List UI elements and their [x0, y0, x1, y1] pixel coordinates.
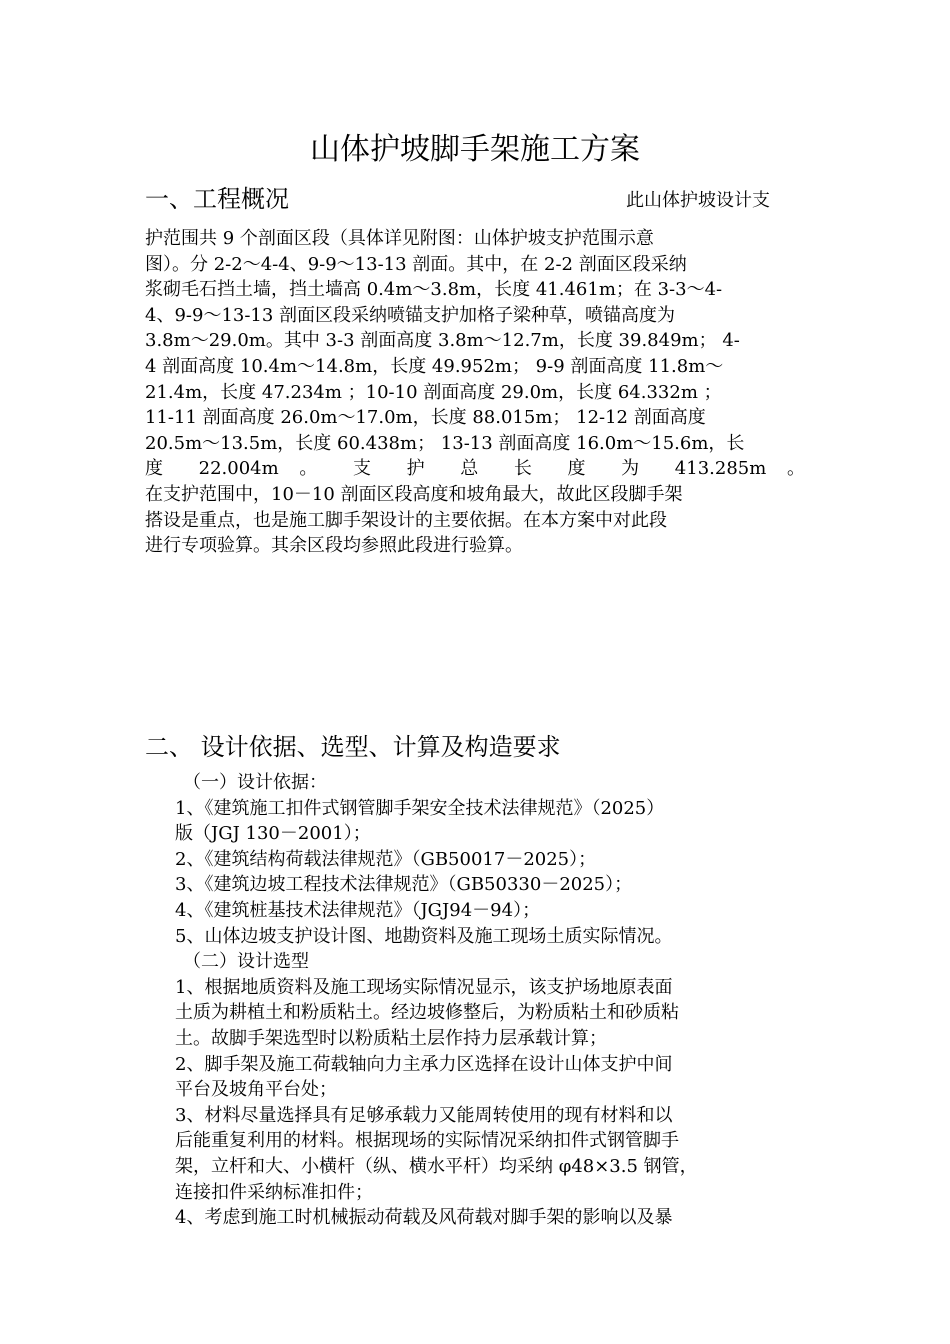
section1-body	[145, 226, 805, 559]
section1-line: 4、9-9～13-13 剖面区段采纳喷锚支护加格子梁种草，喷锚高度为	[145, 304, 676, 326]
section1-line: 进行专项验算。其余区段均参照此段进行验算。	[145, 535, 523, 557]
section1-heading: 一、工程概况	[145, 185, 289, 213]
list-item: 1、根据地质资料及施工现场实际情况显示，该支护场地原表面	[175, 976, 673, 998]
section2-body	[175, 770, 825, 1231]
section1-line: 21.4m，长度 47.234m ；10-10 剖面高度 29.0m，长度 64.332m ；	[145, 381, 722, 403]
subsection-heading: （一）设计依据：	[183, 772, 327, 793]
list-item: 土质为耕植土和粉质粘土。经边坡修整后，为粉质粘土和砂质粘	[175, 1002, 679, 1024]
section1-line: 20.5m～13.5m，长度 60.438m； 13-13 剖面高度 16.0m～15.6m，长	[145, 432, 745, 454]
list-item: 平台及坡角平台处；	[175, 1079, 337, 1101]
section2-heading: 二、 设计依据、选型、计算及构造要求	[145, 733, 561, 761]
list-item: 后能重复利用的材料。根据现场的实际情况采纳扣件式钢管脚手	[175, 1130, 679, 1152]
list-item: 土。故脚手架选型时以粉质粘土层作持力层承载计算；	[175, 1027, 607, 1049]
list-item: 2、《建筑结构荷载法律规范》（GB50017－2025）；	[175, 848, 597, 870]
list-item: 3、材料尽量选择具有足够承载力又能周转使用的现有材料和以	[175, 1104, 673, 1126]
section1-line: 浆砌毛石挡土墙，挡土墙高 0.4m～3.8m，长度 41.461m；在 3-3～4-	[145, 279, 723, 301]
section1-line: 4 剖面高度 10.4m～14.8m，长度 49.952m； 9-9 剖面高度 11.8m～	[145, 355, 724, 377]
section1-line: 在支护范围中，10－10 剖面区段高度和坡角最大，故此区段脚手架	[145, 483, 683, 505]
list-item: 4、考虑到施工时机械振动荷载及风荷载对脚手架的影响以及暴	[175, 1207, 673, 1229]
list-item: 5、山体边坡支护设计图、地勘资料及施工现场土质实际情况。	[175, 925, 673, 947]
list-item: 2、脚手架及施工荷载轴向力主承力区选择在设计山体支护中间	[175, 1053, 673, 1075]
section1-line: 图）。分 2-2～4-4、9-9～13-13 剖面。其中，在 2-2 剖面区段采纳	[145, 253, 687, 275]
list-item: 连接扣件采纳标准扣件；	[175, 1181, 373, 1203]
section1-line: 3.8m～29.0m。其中 3-3 剖面高度 3.8m～12.7m，长度 39.849m； 4-	[145, 330, 740, 352]
section1-line: 护范围共 9 个剖面区段（具体详见附图：山体护坡支护范围示意	[145, 228, 654, 249]
subsection-heading: （二）设计选型	[183, 951, 309, 973]
list-item: 1、《建筑施工扣件式钢管脚手架安全技术法律规范》（2025）	[175, 797, 665, 819]
list-item: 3、《建筑边坡工程技术法律规范》（GB50330－2025）；	[175, 874, 633, 896]
list-item: 4、《建筑桩基技术法律规范》（JGJ94－94）；	[175, 899, 541, 921]
section1-lead-text: 此山体护坡设计支	[626, 190, 770, 211]
document-title: 山体护坡脚手架施工方案	[310, 132, 640, 167]
section1-line: 11-11 剖面高度 26.0m～17.0m，长度 88.015m； 12-12 剖面高度	[145, 407, 706, 429]
list-item: 架，立杆和大、小横杆（纵、横水平杆）均采纳 φ48×3.5 钢管，	[175, 1155, 698, 1177]
list-item: 版（JGJ 130－2001）；	[175, 823, 371, 845]
section1-line: 搭设是重点，也是施工脚手架设计的主要依据。在本方案中对此段	[145, 509, 667, 531]
section1-line: 度 22.004m 。 支 护 总 长 度 为 413.285m 。	[145, 458, 805, 480]
